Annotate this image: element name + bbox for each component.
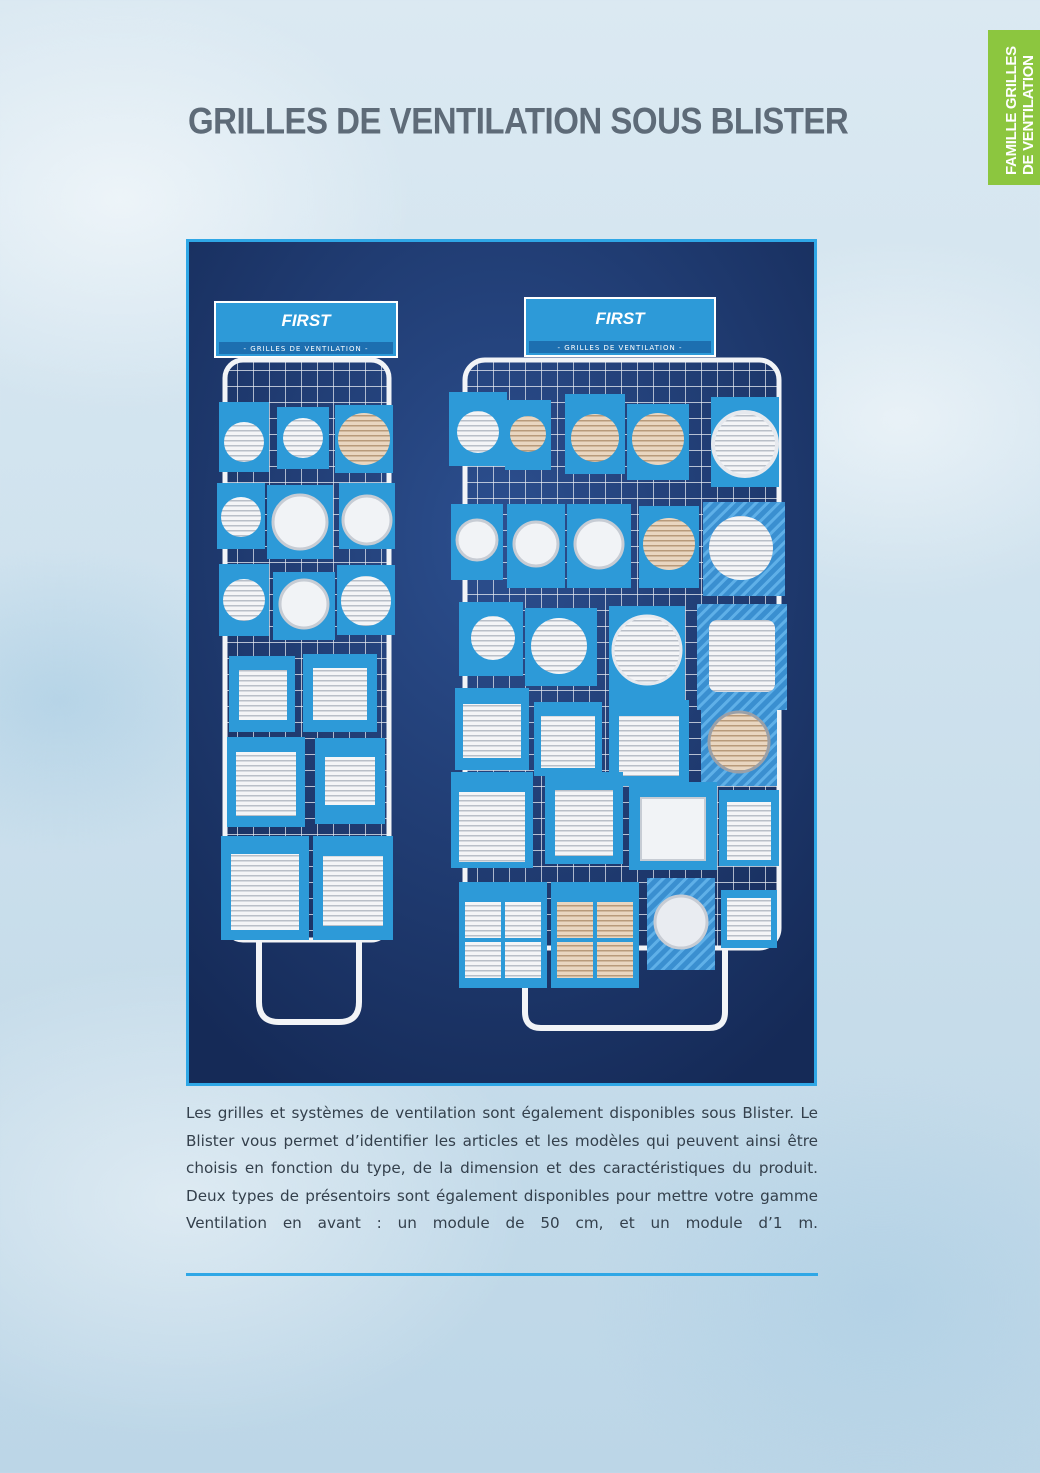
section-tab-line-1: FAMILLE GRILLES — [1003, 46, 1020, 175]
rack-label-left: - GRILLES DE VENTILATION - — [243, 345, 369, 353]
display-racks-illustration — [189, 242, 814, 1083]
page-title: GRILLES DE VENTILATION SOUS BLISTER — [188, 100, 849, 142]
section-tab-line-2: DE VENTILATION — [1020, 55, 1037, 175]
product-photo — [186, 239, 817, 1086]
section-tab — [988, 30, 1040, 185]
rack-label-right: - GRILLES DE VENTILATION - — [557, 344, 683, 352]
rack-brand-left: FIRST — [281, 311, 331, 330]
section-tab-label — [994, 30, 1040, 185]
rack-brand-right: FIRST — [595, 309, 645, 328]
description-paragraph: Les grilles et systèmes de ventilation sont également disponibles sous Blister. Le Blister vous permet d’identifier les articles et les modèles qui peuvent ainsi être choisis en fonction du type, de la dimension et des caractéristiques du produit. Deux types de présentoirs sont également disponibles pour mettre votre gamme Ventilation en avant : un module de 50 cm, et un module d’1 m. — [186, 1104, 818, 1233]
section-divider — [186, 1273, 818, 1276]
